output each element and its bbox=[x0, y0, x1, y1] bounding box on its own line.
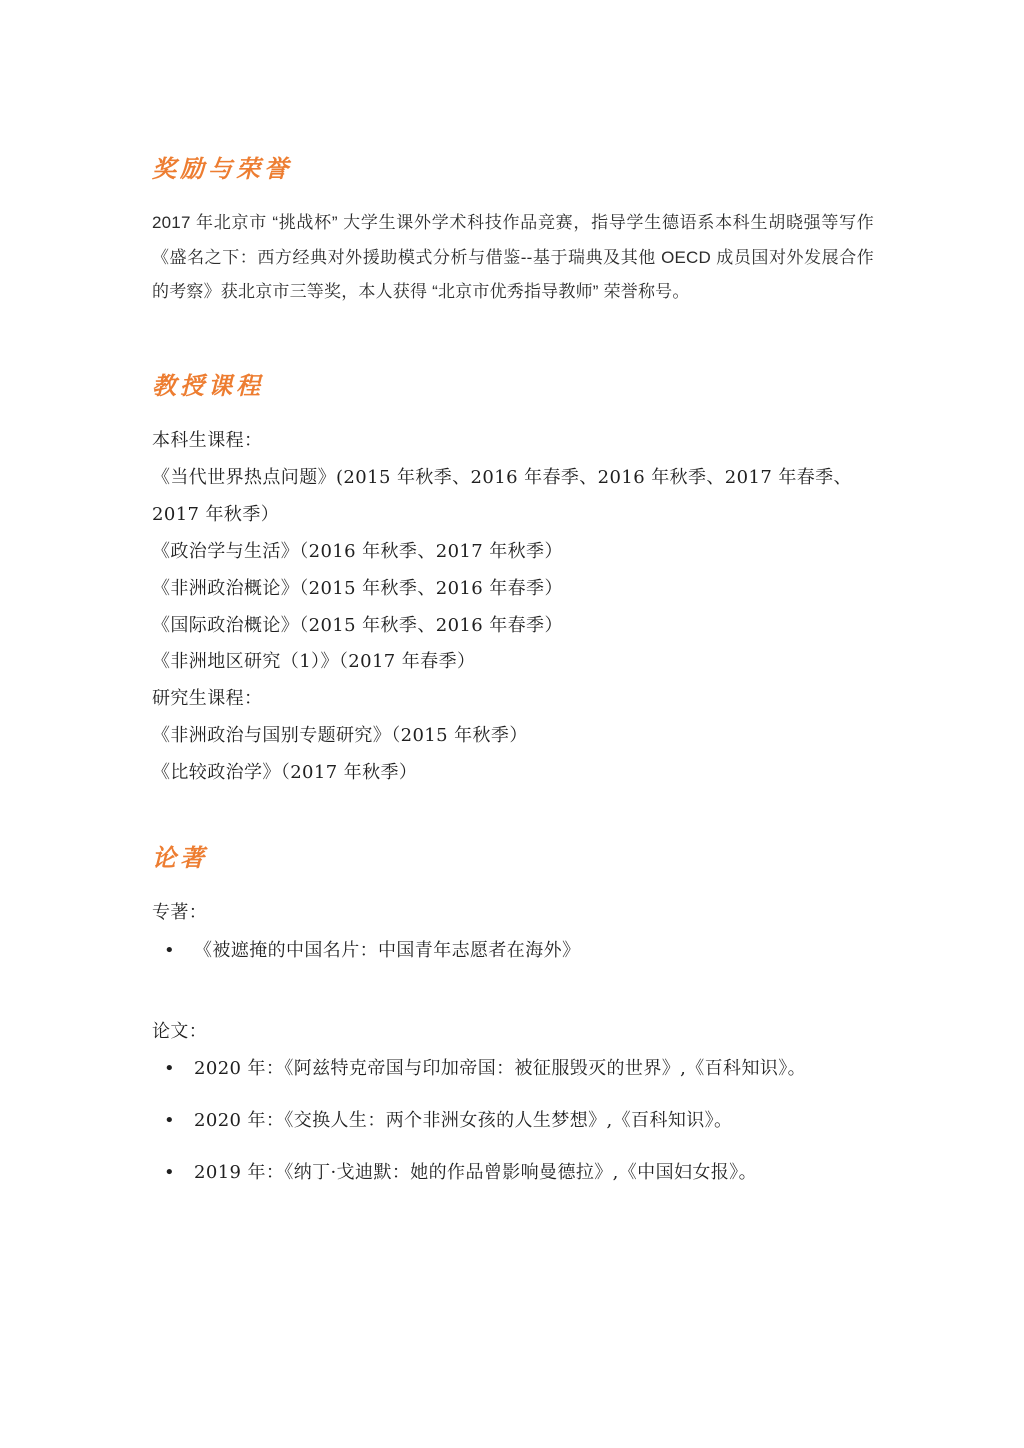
list-item: • 《被遮掩的中国名片：中国青年志愿者在海外》 bbox=[152, 932, 874, 970]
spacer bbox=[152, 984, 874, 1014]
course-item: 《国际政治概论》（2015 年秋季、2016 年春季） bbox=[152, 614, 563, 636]
undergraduate-label: 本科生课程： bbox=[152, 430, 263, 452]
course-item: 《非洲政治与国别专题研究》（2015 年秋季） bbox=[152, 725, 528, 747]
section-heading-awards: 奖励与荣誉 bbox=[152, 154, 292, 183]
course-item: 《非洲地区研究（1）》（2017 年春季） bbox=[152, 651, 476, 673]
monograph-list bbox=[152, 932, 874, 970]
course-item: 《当代世界热点问题》(2015 年秋季、2016 年春季、2016 年秋季、2017 年春季、 bbox=[152, 467, 852, 489]
awards-paragraph: 2017 年北京市 “挑战杯” 大学生课外学术科技作品竞赛，指导学生德语系本科生胡晓强等写作《盛名之下：西方经典对外援助模式分析与借鉴--基于瑞典及其他 OECD 成员国对外发展合作的考察》获北京市三等奖，本人获得 “北京市优秀指导教师” 荣誉称号。 bbox=[152, 212, 874, 302]
course-item: 《比较政治学》（2017 年秋季） bbox=[152, 762, 418, 784]
spacer bbox=[152, 792, 874, 844]
papers-label: 论文： bbox=[152, 1020, 208, 1042]
list-item: • 2020 年：《交换人生：两个非洲女孩的人生梦想》,《百科知识》。 bbox=[152, 1102, 874, 1140]
course-item: 《政治学与生活》（2016 年秋季、2017 年秋季） bbox=[152, 540, 563, 562]
course-item: 《非洲政治概论》（2015 年秋季、2016 年春季） bbox=[152, 577, 563, 599]
list-item: • 2019 年：《纳丁·戈迪默：她的作品曾影响曼德拉》,《中国妇女报》。 bbox=[152, 1154, 874, 1192]
monograph-label: 专著： bbox=[152, 901, 208, 923]
spacer bbox=[152, 310, 874, 372]
section-heading-publications: 论著 bbox=[152, 843, 208, 873]
graduate-label: 研究生课程： bbox=[152, 688, 263, 710]
course-item: 2017 年秋季） bbox=[152, 503, 280, 525]
papers-list bbox=[152, 1050, 874, 1191]
section-courses bbox=[152, 372, 874, 792]
section-publications bbox=[152, 844, 874, 1192]
list-item: • 2020 年：《阿兹特克帝国与印加帝国：被征服毁灭的世界》,《百科知识》。 bbox=[152, 1050, 874, 1088]
section-awards bbox=[152, 155, 874, 310]
courses-list bbox=[152, 423, 874, 792]
section-heading-courses: 教授课程 bbox=[152, 371, 264, 401]
